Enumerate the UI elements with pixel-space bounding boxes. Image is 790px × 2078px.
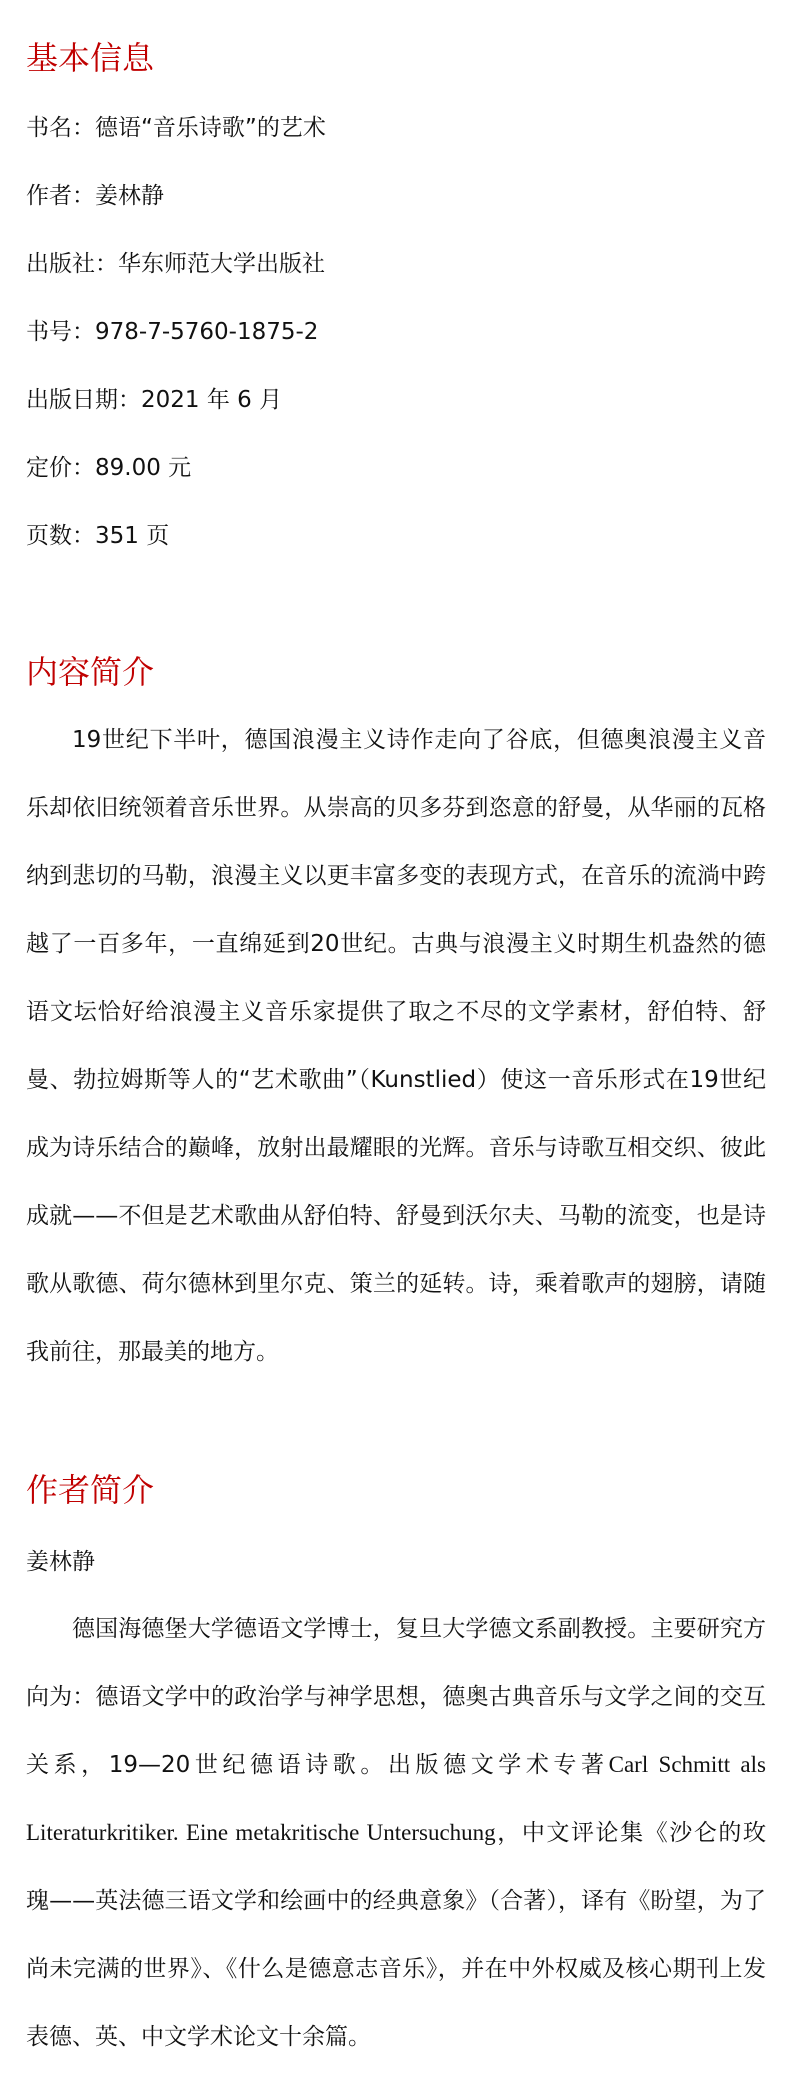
author-book-title: Carl Schmitt als Literaturkritiker. Eine metakritische Untersuchung: [26, 1752, 766, 1845]
author-name: 姜林静: [26, 1549, 95, 1575]
info-isbn-line: 书号：978-7-5760-1875-2: [26, 319, 319, 345]
info-title-line: 书名：德语“音乐诗歌”的艺术: [26, 115, 326, 141]
info-pages-line: 页数：351 页: [26, 523, 170, 549]
info-publisher-line: 出版社：华东师范大学出版社: [26, 251, 325, 277]
info-price-line: 定价：89.00 元: [26, 455, 192, 481]
author-intro-heading: 作者简介: [26, 1471, 155, 1509]
basic-info-heading: 基本信息: [26, 39, 155, 77]
content-intro-paragraph: 19世纪下半叶，德国浪漫主义诗作走向了谷底，但德奥浪漫主义音乐却依旧统领着音乐世界。从崇高的贝多芬到恣意的舒曼，从华丽的瓦格纳到悲切的马勒，浪漫主义以更丰富多变的表现方式，在音乐的流淌中跨越了一百多年，一直绵延到20世纪。古典与浪漫主义时期生机盎然的德语文坛恰好给浪漫主义音乐家提供了取之不尽的文学素材，舒伯特、舒曼、勃拉姆斯等人的“艺术歌曲”（Kunstlied）使这一音乐形式在19世纪成为诗乐结合的巅峰，放射出最耀眼的光辉。音乐与诗歌互相交织、彼此成就——不但是艺术歌曲从舒伯特、舒曼到沃尔夫、马勒的流变，也是诗歌从歌德、荷尔德林到里尔克、策兰的延转。诗，乘着歌声的翅膀，请随我前往，那最美的地方。: [26, 727, 766, 1365]
author-intro-paragraph: [26, 1595, 766, 2071]
info-author-line: 作者：姜林静: [26, 183, 164, 209]
info-date-line: 出版日期：2021 年 6 月: [26, 387, 283, 413]
content-intro-heading: 内容简介: [26, 653, 155, 691]
author-bio-text-1: 德国海德堡大学德语文学博士，复旦大学德文系副教授。主要研究方向为：德语文学中的政治学与神学思想，德奥古典音乐与文学之间的交互关系，19—20世纪德语诗歌。出版德文学术专著: [26, 1616, 766, 1778]
author-bio-text-2: ，中文评论集《沙仑的玫瑰——英法德三语文学和绘画中的经典意象》（合著），译有《盼望，为了尚未完满的世界》、《什么是德意志音乐》，并在中外权威及核心期刊上发表德、英、中文学术论文十余篇。: [26, 1820, 767, 2050]
